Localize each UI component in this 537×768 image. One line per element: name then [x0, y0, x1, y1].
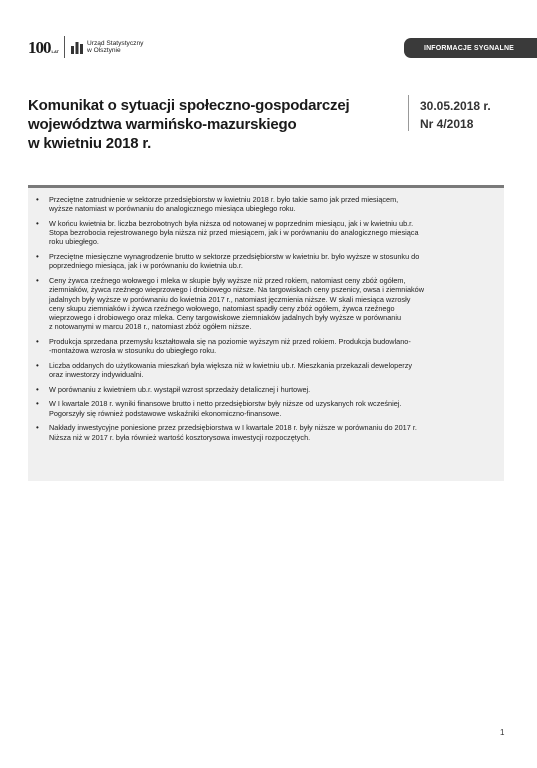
summary-line: Niższa niż w 2017 r. była również wartość kosztorysowa inwestycji rozpoczętych.	[49, 432, 311, 442]
summary-line: • Przeciętne zatrudnienie w sektorze przedsiębiorstw w kwietniu 2018 r. było takie samo jak przed miesiącem,	[49, 195, 399, 204]
summary-line: • Ceny żywca rzeźnego wołowego i mleka w skupie były wyższe niż przed rokiem, natomiast ceny zbóż ogółem,	[49, 275, 406, 285]
publication-number: Nr 4/2018	[420, 117, 474, 131]
logo-divider	[64, 36, 65, 58]
summary-bullet	[36, 219, 496, 247]
summary-bullet	[36, 252, 496, 271]
summary-line: • W końcu kwietnia br. liczba bezrobotnych była niższa od notowanej w poprzednim miesiącu, jak i w kwietniu ub.r.	[49, 218, 414, 228]
summary-line: ceny skupu ziemniaków i żywca rzeźnego wołowego, natomiast spadły ceny zbóż ogółem, żywca rzeźnego	[49, 303, 395, 313]
summary-line: wyższe natomiast w porównaniu do analogicznego miesiąca ubiegłego roku.	[49, 204, 296, 214]
logo-anniversary-number: 100	[28, 37, 51, 57]
summary-bullet	[36, 385, 496, 394]
summary-box	[28, 185, 504, 481]
summary-line: • Liczba oddanych do użytkowania mieszkań była większa niż w kwietniu ub.r. Mieszkania przekazali deweloperzy	[49, 360, 412, 370]
logo-org-line2: w Olsztynie	[86, 47, 121, 54]
summary-bullet	[36, 361, 496, 380]
summary-bullet	[36, 337, 496, 356]
page-number: 1	[500, 728, 505, 737]
logo-anniversary-label: LAT	[51, 49, 59, 54]
summary-line: -montażowa wzrosła w stosunku do ubiegłego roku.	[49, 346, 217, 356]
summary-line: • W porównaniu z kwietniem ub.r. wystąpił wzrost sprzedaży detalicznej i hurtowej.	[49, 384, 311, 394]
summary-bullet	[36, 423, 496, 442]
summary-line: wieprzowego i drobiowego oraz mleka. Ceny targowiskowe ziemniaków jadalnych były wyższe w porównaniu	[49, 313, 402, 323]
summary-line: Stopa bezrobocia rejestrowanego była niższa niż przed miesiącem, jak i w porównaniu do analogicznego miesiąca	[49, 228, 419, 238]
summary-line: • Produkcja sprzedana przemysłu kształtowała się na poziomie wyższym niż przed rokiem. Produkcja budowlano-	[49, 337, 411, 347]
summary-line: roku ubiegłego.	[49, 237, 99, 247]
document-type-badge: INFORMACJE SYGNALNE	[404, 38, 537, 58]
document-meta	[420, 97, 491, 133]
logo-org-line1: Urząd Statystyczny	[86, 39, 144, 47]
summary-list	[36, 195, 496, 442]
summary-bullet	[36, 276, 496, 332]
summary-line: poprzedniego miesiąca, jak i w porównaniu do kwietnia ub.r.	[49, 261, 243, 271]
title-line: w kwietniu 2018 r.	[28, 135, 152, 152]
summary-line: z notowanymi w marcu 2018 r., natomiast zbóż ogółem niższe.	[49, 322, 252, 332]
statistics-office-emblem-icon	[71, 40, 83, 54]
title-line: województwa warmińsko-mazurskiego	[28, 116, 297, 133]
logo-org-name	[87, 40, 143, 55]
summary-line: jadalnych były wyższe w porównaniu do kwietnia 2017 r., natomiast jęczmienia niższe. W skali miesiąca wzrosły	[49, 294, 411, 304]
summary-line: • W I kwartale 2018 r. wyniki finansowe brutto i netto przedsiębiorstw były niższe od uzyskanych rok wcześniej.	[49, 399, 402, 409]
summary-line: oraz inwestorzy indywidualni.	[49, 370, 144, 380]
summary-bullet	[36, 195, 496, 214]
summary-line: • Przeciętne miesięczne wynagrodzenie brutto w sektorze przedsiębiorstw w kwietniu br. było wyższe w stosunku do	[49, 252, 420, 262]
title-line: Komunikat o sytuacji społeczno-gospodarczej	[28, 97, 350, 114]
summary-line: ziemniaków, żywca rzeźnego wieprzowego i drobiowego niższe. Na targowiskach ceny pszenicy, owsa i ziemniaków	[49, 285, 425, 295]
logo	[28, 34, 143, 60]
summary-line: • Nakłady inwestycyjne poniesione przez przedsiębiorstwa w I kwartale 2018 r. były niższe w porównaniu do 2017 r.	[49, 423, 417, 433]
summary-bullet	[36, 399, 496, 418]
publication-date: 30.05.2018 r.	[420, 99, 491, 113]
page-title	[28, 96, 378, 153]
summary-line: Pogorszyły się również podstawowe wskaźniki ekonomiczno-finansowe.	[49, 408, 282, 418]
header-divider	[408, 95, 409, 131]
